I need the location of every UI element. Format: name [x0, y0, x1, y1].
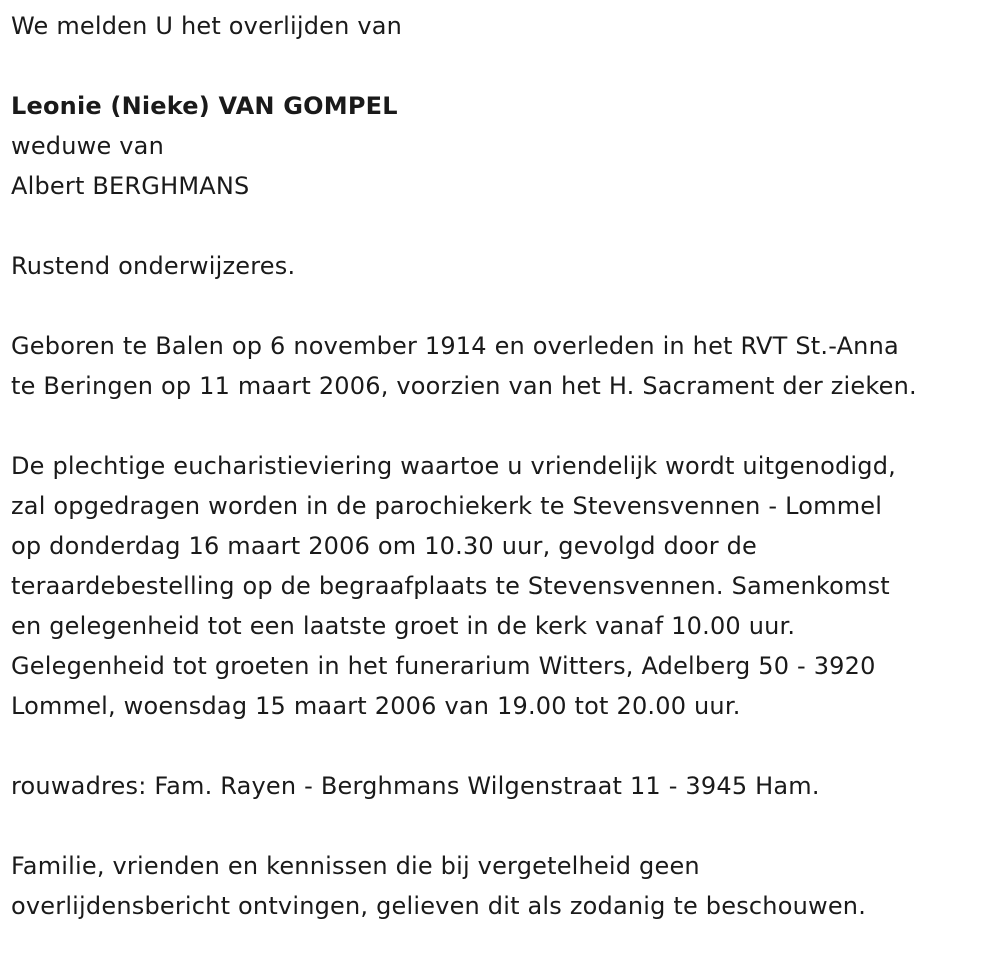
paragraph-line: Lommel, woensdag 15 maart 2006 van 19.00 tot 20.00 uur.: [11, 692, 741, 720]
ceremony-paragraph: [11, 446, 996, 726]
spacer: [11, 726, 996, 766]
spacer: [11, 806, 996, 846]
paragraph-line: Familie, vrienden en kennissen die bij vergetelheid geen: [11, 852, 700, 880]
death-notice: [11, 6, 996, 926]
paragraph-line: Gelegenheid tot groeten in het funerarium Witters, Adelberg 50 - 3920: [11, 652, 876, 680]
closing-paragraph: [11, 846, 996, 926]
spacer: [11, 206, 996, 246]
spacer: [11, 406, 996, 446]
paragraph-line: te Beringen op 11 maart 2006, voorzien van het H. Sacrament der zieken.: [11, 372, 917, 400]
paragraph-line: zal opgedragen worden in de parochiekerk te Stevensvennen - Lommel: [11, 492, 883, 520]
spouse-name: Albert BERGHMANS: [11, 172, 250, 200]
intro-line: We melden U het overlijden van: [11, 12, 403, 40]
paragraph-line: overlijdensbericht ontvingen, gelieven dit als zodanig te beschouwen.: [11, 892, 867, 920]
paragraph-line: en gelegenheid tot een laatste groet in de kerk vanaf 10.00 uur.: [11, 612, 796, 640]
paragraph-line: teraardebestelling op de begraafplaats te Stevensvennen. Samenkomst: [11, 572, 890, 600]
occupation-line: Rustend onderwijzeres.: [11, 252, 296, 280]
relation-line: weduwe van: [11, 132, 164, 160]
paragraph-line: Geboren te Balen op 6 november 1914 en overleden in het RVT St.-Anna: [11, 332, 899, 360]
paragraph-line: op donderdag 16 maart 2006 om 10.30 uur, gevolgd door de: [11, 532, 758, 560]
spacer: [11, 286, 996, 326]
spacer: [11, 46, 996, 86]
deceased-name: Leonie (Nieke) VAN GOMPEL: [11, 92, 398, 120]
paragraph-line: De plechtige eucharistieviering waartoe u vriendelijk wordt uitgenodigd,: [11, 452, 896, 480]
mourning-address: rouwadres: Fam. Rayen - Berghmans Wilgenstraat 11 - 3945 Ham.: [11, 772, 820, 800]
birth-death-paragraph: [11, 326, 996, 406]
